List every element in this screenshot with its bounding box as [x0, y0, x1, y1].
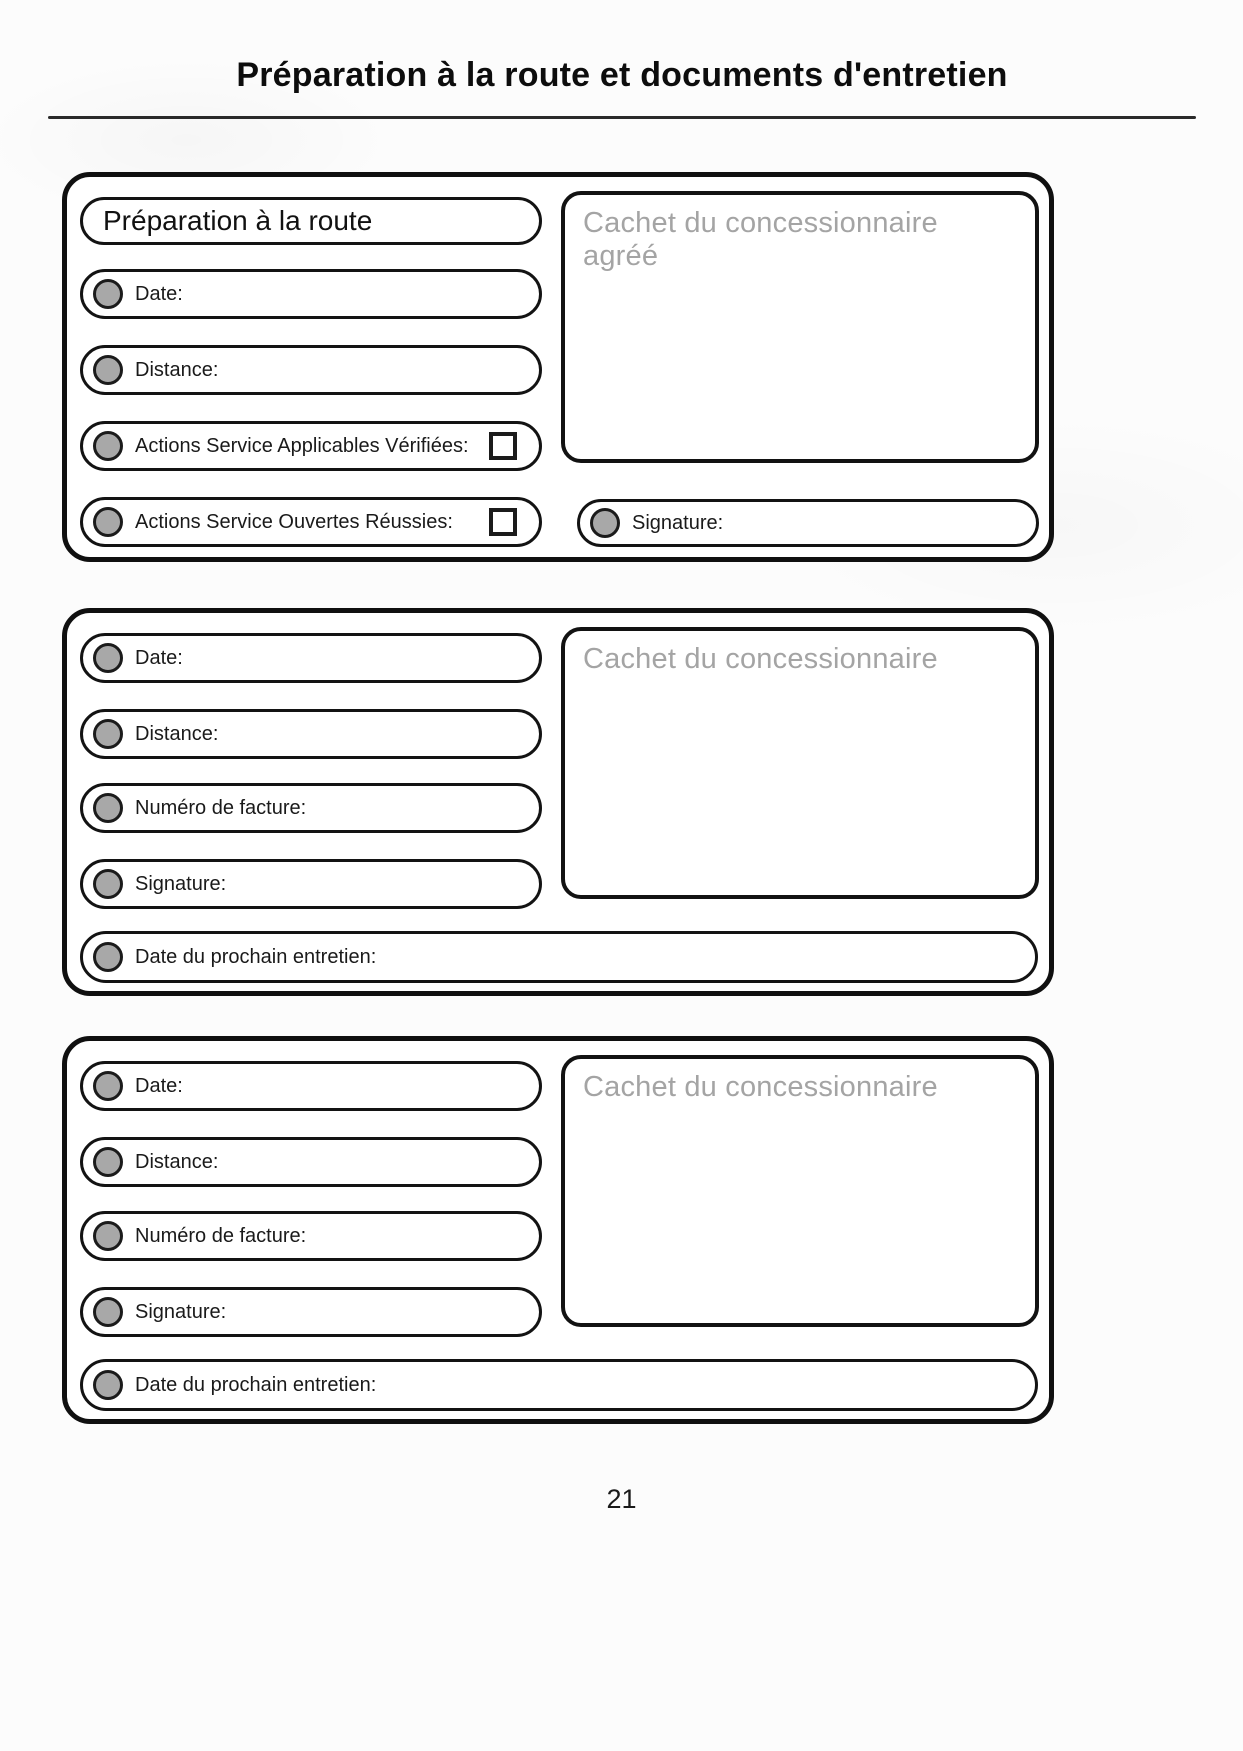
date-label: Date: [135, 1074, 183, 1097]
date-field [80, 633, 542, 683]
bullet-icon [93, 793, 123, 823]
dealer-stamp-label: Cachet du concessionnaire [583, 1071, 938, 1103]
date-label: Date: [135, 282, 183, 305]
distance-field [80, 1137, 542, 1187]
service-actions-open-checkbox [489, 508, 517, 536]
dealer-stamp-box [561, 627, 1039, 899]
page-title: Préparation à la route et documents d'entretien [236, 56, 1008, 94]
bullet-icon [93, 942, 123, 972]
signature-field [80, 1287, 542, 1337]
bullet-icon [93, 279, 123, 309]
next-service-date-label: Date du prochain entretien: [135, 945, 377, 968]
next-service-date-field [80, 931, 1038, 983]
distance-field [80, 345, 542, 395]
next-service-date-field [80, 1359, 1038, 1411]
invoice-number-label: Numéro de facture: [135, 1224, 307, 1247]
signature-label: Signature: [135, 872, 227, 895]
bullet-icon [93, 355, 123, 385]
section-header-pill [80, 197, 542, 245]
signature-field [577, 499, 1039, 547]
distance-label: Distance: [135, 1150, 219, 1173]
service-record-section-2 [62, 1036, 1054, 1424]
bullet-icon [93, 719, 123, 749]
service-record-section-1 [62, 608, 1054, 996]
invoice-number-label: Numéro de facture: [135, 796, 307, 819]
service-actions-verified-label: Actions Service Applicables Vérifiées: [135, 434, 469, 457]
date-field [80, 269, 542, 319]
bullet-icon [93, 1297, 123, 1327]
section-header-label: Préparation à la route [103, 205, 373, 236]
bullet-icon [93, 507, 123, 537]
bullet-icon [93, 1071, 123, 1101]
service-actions-verified-field [80, 421, 542, 471]
dealer-stamp-box [561, 1055, 1039, 1327]
invoice-number-field [80, 1211, 542, 1261]
service-actions-open-label: Actions Service Ouvertes Réussies: [135, 510, 453, 533]
date-field [80, 1061, 542, 1111]
bullet-icon [93, 643, 123, 673]
signature-label: Signature: [135, 1300, 227, 1323]
road-preparation-section [62, 172, 1054, 562]
page-number: 21 [606, 1484, 637, 1514]
bullet-icon [93, 1147, 123, 1177]
dealer-stamp-label: Cachet du concessionnaire [583, 643, 938, 675]
distance-field [80, 709, 542, 759]
service-actions-open-field [80, 497, 542, 547]
dealer-stamp-label: Cachet du concessionnaire agréé [583, 207, 938, 272]
date-label: Date: [135, 646, 183, 669]
bullet-icon [93, 869, 123, 899]
bullet-icon [590, 508, 620, 538]
invoice-number-field [80, 783, 542, 833]
signature-label: Signature: [632, 511, 724, 534]
service-actions-verified-checkbox [489, 432, 517, 460]
bullet-icon [93, 431, 123, 461]
signature-field [80, 859, 542, 909]
distance-label: Distance: [135, 358, 219, 381]
next-service-date-label: Date du prochain entretien: [135, 1373, 377, 1396]
dealer-stamp-box [561, 191, 1039, 463]
title-divider [48, 116, 1196, 119]
bullet-icon [93, 1370, 123, 1400]
distance-label: Distance: [135, 722, 219, 745]
bullet-icon [93, 1221, 123, 1251]
